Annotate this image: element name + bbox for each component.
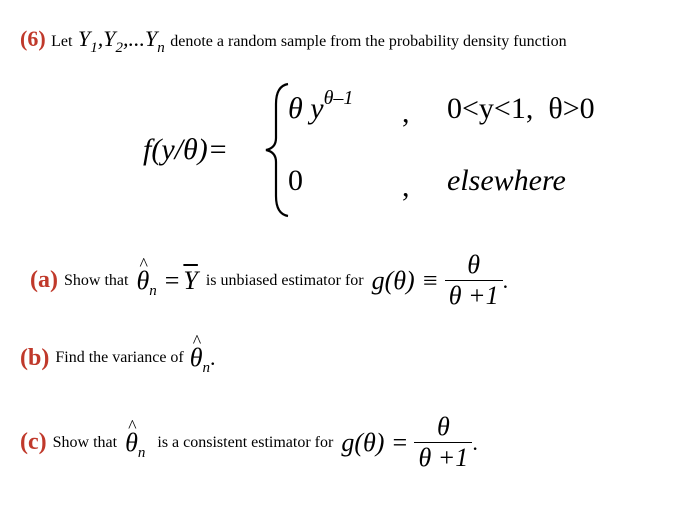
pdf-lhs: f(y/θ)= [143,133,228,166]
part-a-text1: Show that [63,271,129,289]
problem-header [20,26,567,56]
y2: Y [103,26,116,51]
case2-condition: elsewhere [447,164,566,197]
part-b-theta: θ [189,343,203,372]
part-b-sub: n [202,360,211,376]
part-b-label: (b) [20,344,50,371]
y1-sub: 1 [90,40,98,56]
part-a-g: g(θ) ≡ [371,265,439,295]
part-c-fraction [414,412,472,473]
part-a-label: (a) [30,267,58,293]
case2-comma: , [402,170,410,203]
case1-comma: , [402,96,410,129]
part-c-g: g(θ) = [341,427,409,457]
case2-expr: 0 [288,164,303,197]
part-a-sub: n [149,282,157,299]
part-c-theta-hat [125,427,146,461]
part-a-eq: = [164,265,180,295]
part-c-sub: n [137,444,146,461]
part-c [20,412,478,473]
case1-condition: 0<y<1, θ>0 [447,92,595,125]
part-a-text2: is unbiased estimator for [205,271,364,289]
part-c-num: θ [437,412,450,441]
part-a-theta: θ [136,265,150,295]
intro-suffix: denote a random sample from the probability density function [170,33,567,50]
y-sequence: $Y_1,Y_2,...Y_n$ [77,26,165,56]
yn: Y [144,26,158,51]
yn-sub: n [157,40,165,56]
part-c-label: (c) [20,429,47,455]
part-a-ybar: $\overline{Y}$ [183,265,198,295]
part-c-theta: θ [125,427,138,457]
problem-number: (6) [20,26,46,51]
case1-base: θ y [288,92,324,125]
case1-expr [288,87,354,126]
part-a-theta-hat [136,265,157,299]
part-a-den: θ +1 [445,280,503,311]
part-b [20,343,216,376]
part-b-end: . [210,345,216,370]
part-b-text1: Find the variance of [55,349,184,366]
y2-sub: 2 [115,40,123,56]
part-c-text1: Show that [52,433,118,451]
part-a [30,250,508,311]
intro-prefix: Let [51,33,73,50]
part-b-theta-hat [189,343,211,376]
part-a-fraction [445,250,503,311]
y1: Y [77,26,91,51]
part-a-end: . [502,267,509,293]
case1-exponent: θ–1 [323,87,354,109]
part-c-text2: is a consistent estimator for [157,433,334,451]
part-a-num: θ [467,250,481,279]
part-c-den: θ +1 [414,442,472,473]
part-c-end: . [472,429,478,455]
